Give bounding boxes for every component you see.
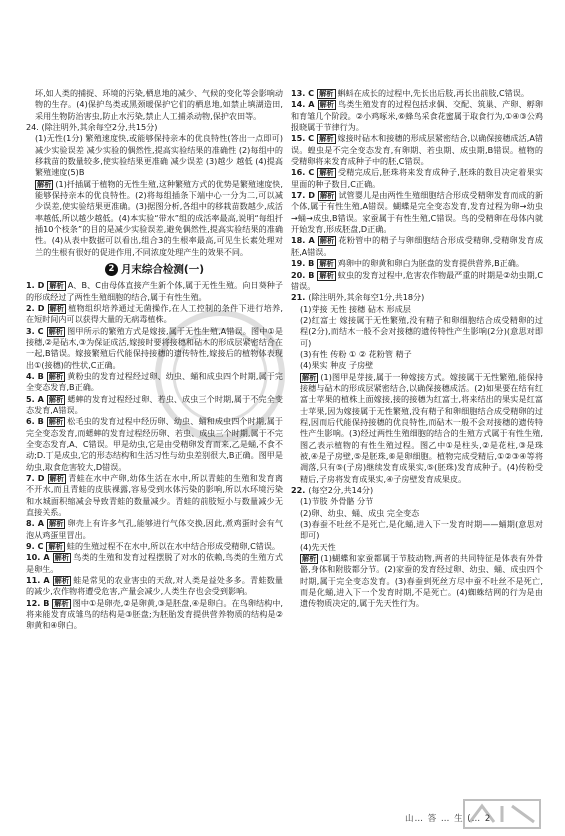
answer-paragraph [291,258,543,269]
analysis-tag: 解析 [54,553,70,563]
answer-paragraph [291,360,543,371]
answer-paragraph [26,518,283,541]
analysis-tag: 解析 [54,598,69,608]
answer-paragraph [26,122,283,133]
analysis-tag: 解析 [48,542,63,552]
answer-text: 花粉管中的精子与卵细胞结合形成受精卵,受精卵发育成胚,A错误。 [291,235,544,257]
analysis-tag: 解析 [49,474,64,483]
analysis-tag: 解析 [319,259,334,269]
answer-text: 鸟类生殖发育的过程包括求偶、交配、筑巢、产卵、孵卵和育雏几个阶段。②小鸡啄米,⑥蜂鸟采食花蜜属于取食行为,①④③公鸡报晓属于节律行为。 [291,99,543,133]
analysis-tag: 解析 [48,371,64,381]
section-heading [26,263,283,276]
answer-paragraph [291,292,543,303]
answer-text: (4)果实 种皮 子房壁 [300,360,374,371]
answer-text: 24. (除注明外,其余每空2分,共15分) [26,122,158,133]
analysis-tag: 解析 [49,281,64,291]
question-number: 14. A [291,99,315,110]
answer-paragraph [291,542,543,553]
analysis-tag: 解析 [54,576,70,586]
question-number: 16. C [291,167,315,178]
answer-text: (除注明外,其余每空1分,共18分) [308,292,425,303]
question-number: 18. A [291,235,315,246]
answer-text: 图甲所示的繁殖方式是嫁接,属于无性生殖,A错误。图中①是接穗,②是砧木,③为保证成活,嫁接时要将接穗和砧木的形成层紧密结合在一起,B错误。嫁接繁殖后代能保持接穗的遗传特性,嫁接后的植物体表现出①(接穗)的性状,C正确。 [26,325,283,370]
question-number: 11. A [26,575,50,586]
answer-paragraph [26,473,283,518]
question-number: 2. D [26,302,45,313]
answer-paragraph [291,519,543,542]
answer-paragraph [291,508,543,519]
answer-text: (2)卵、幼虫、蛹、成虫 完全变态 [300,507,420,518]
answer-paragraph [291,372,543,485]
question-number: 20. B [291,269,315,280]
question-number: 12. B [26,597,50,608]
answer-paragraph [26,179,283,258]
analysis-tag: 解析 [48,326,63,336]
answer-text: (1)蝴蝶和家蚕都属于节肢动物,两者的共同特征是体表有外骨骼,身体和附肢都分节。(2)家蚕的发育经过卵、幼虫、蛹、成虫四个时期,属于完全变态发育。(3)春蚕到死丝方尽中蚕不吐丝不是死亡,而是化蛹,进入下一个发育时期,不是死亡。(4)蜘蛛结网的行为是由遗传物质决定的,属于先天性行为。 [300,553,543,609]
answer-text: 试管婴儿是由两性生殖细胞结合形成受精卵发育而成的新个体,属于有性生殖,A错误。蝴蝶是完全变态发育,发育过程为卵→幼虫→蛹→成虫,B错误。家蚕属于有性生殖,C错误。鸟的受精卵在母体内就开始发育,形成胚盘,D正确。 [291,190,543,235]
answer-paragraph [291,133,543,167]
analysis-tag: 解析 [319,134,334,144]
answer-text: 青蛙在水中产卵,幼体生活在水中,所以青蛙的生殖和发育离不开水,而且青蛙的皮肤裸露,容易受到水体污染的影响,所以水环境污染和水城面积缩减会导致青蛙的数量减少。青蛙的前肢短小与数量减少无直接关系。 [26,473,283,518]
answer-paragraph [26,280,283,303]
answer-text: 蛙的生殖过程不在水中,所以在水中结合形成受精卵,C错误。 [66,541,281,552]
answer-text: 嫁接时砧木和接穗的形成层紧密结合,以确保接穗成活,A错误。蝗虫是不完全变态发育,有卵期、若虫期、成虫期,B错误。植物的受精卵将来发育成种子中的胚,C错误。 [291,133,543,167]
answer-text: A、B、C由母体直接产生新个体,属于无性生殖。向日葵种子的形成经过了两性生殖细胞的结合,属于有性生殖。 [26,280,283,302]
question-number: 10. A [26,552,50,563]
answer-text: 蚊虫的发育过程中,危害农作物最严重的时期是②幼虫期,C错误。 [291,269,543,291]
analysis-tag: 解析 [49,303,64,313]
analysis-tag: 解析 [319,236,335,246]
analysis-tag: 解析 [319,100,334,110]
question-number: 13. C [291,88,315,98]
answer-paragraph [26,552,283,575]
question-number: 17. D [291,190,315,201]
right-column [291,88,543,610]
answer-paragraph [291,270,543,293]
answer-text: (每空2分,共14分) [308,485,374,496]
question-number: 9. C [26,541,44,552]
answer-paragraph [26,88,283,122]
answer-text: 坏,如人类的捕捉、环境的污染,栖息地的减少、气候的变化等会影响动物的生存。(4)保护鸟类或黑颈暖保护它们的栖息地,如禁止填湖造田,采用生物防治害虫,防止水污染,禁止人工捕杀动物,保护农田等。 [35,88,283,121]
answer-text: (1)图甲是芽接,属于一种嫁接方式。嫁接属于无性繁殖,能保持接穗与砧木的形成层紧密结合,以确保接穗成活。(2)如果要在结有红富士苹果的植株上面嫁接,接的接穗为红富士,将来结出的果实是红富士苹果,因为嫁接属于无性繁殖,没有精子和卵细胞结合成受精卵的过程,因而后代能保持接穗的优良特性,而砧木一般不会对接穗的遗传特性产生影响。(3)经过两性生殖细胞的结合的生殖方式属于有性生殖,图乙表示植物的有性生殖过程。图乙中①是柱头,②是花柱,③是珠被,④是子房壁,⑤是胚珠,⑥是卵细胞。植物完成受精后,①②③④等将凋落,只有⑤(子房)继续发育成果实,⑤(胚珠)发育成种子。(4)传粉受精后,子房将发育成果实,④子房壁发育成果皮。 [300,371,543,484]
question-number: 5. A [26,393,44,404]
answer-paragraph [291,496,543,507]
answer-paragraph [26,133,283,178]
answer-text: (1)芽接 无性 接穗 砧木 形成层 [300,303,411,314]
answer-text: (2)红富士 嫁接属于无性繁殖,没有精子和卵细胞结合成受精卵的过程(2分),而结木一般不会对接穗的遗传特性产生影响(2分)(意思对即可) [300,314,543,348]
analysis-tag: 解析 [319,168,334,178]
answer-paragraph [291,190,543,235]
answer-text: 黄粉虫的发育过程经过卵、幼虫、蛹和成虫四个时期,属于完全变态发育,B正确。 [26,370,283,393]
seal-watermark-icon [140,305,300,455]
question-number: 22. [291,485,306,496]
answer-paragraph [26,598,283,632]
analysis-tag: 解析 [302,372,317,382]
answer-text: 鸡卵中的卵黄和卵白为胚盘的发育提供营养,B正确。 [337,258,524,269]
answer-paragraph [291,304,543,315]
question-number: 6. B [26,416,44,427]
page-footer: 山… 答 … 生 (… 2 [405,814,492,824]
answer-text: 蟋蟀的发育过程经过卵、若虫、成虫三个时期,属于不完全变态发育,A错误。 [26,393,283,415]
question-number: 1. D [26,280,45,291]
answer-text: 植物组织培养通过无菌操作,在人工控制的条件下进行培养,在短时间内可以获得大量的无病毒植株。 [26,302,283,325]
section-title: 月末综合检测(一) [120,263,205,276]
answer-text: (3)有性 传粉 ① ② 花粉管 精子 [300,348,412,359]
analysis-tag: 解析 [319,270,334,280]
answer-paragraph [291,485,543,496]
answer-paragraph [26,575,283,598]
answer-paragraph [291,88,543,99]
answer-text: (1)扦插属于植物的无性生殖,这种繁殖方式的优势是繁殖速度快,能够保持亲本的优良特性。(2)将每组插条下端中心一分为二,可以减少误差,使实验结果更准确。(3)据图分析,各组中的移栽苗数越少,成活率越低,所以越少越低。(4)本实验“带水”组的成活率最高,说明“每组扦插10个枝条”的目的是减少实验误差,避免偶然性,提高实验结果的准确性。(4)从表中数据可以看出,组合3的生根率最高,可见生长素处理对兰的生根有很好的促进作用,不同浓度处理产生的效果不同。 [35,178,283,257]
answer-paragraph [291,167,543,190]
answer-text: (3)春蚕不吐丝不是死亡,是化蛹,进入下一发育时期——蛹期(意思对即可) [300,519,543,541]
analysis-tag: 解析 [48,417,64,427]
question-number: 7. D [26,473,45,483]
analysis-tag: 解析 [319,191,335,201]
question-number: 4. B [26,370,44,381]
section-number-badge: 2 [105,263,118,276]
answer-text: 图中①是卵壳,②是卵黄,③是胚盘,④是卵白。在鸟卵结构中,将来能发育成雏鸟的结构是③胚盘;为胚胎发育提供营养物质的结构是②卵黄和④卵白。 [26,597,283,631]
answer-paragraph [26,541,283,552]
answer-text: 蝌蚪在成长的过程中,先长出后肢,再长出前肢,C错误。 [337,88,529,98]
answer-text: (1)节肢 外骨骼 分节 [300,496,374,507]
answer-text: (4)先天性 [300,541,336,552]
answer-text: 蛙是常见的农业害虫的天敌,对人类是益处多多。青蛙数量的减少,农作物将遭受危害,产量会减少,人类生存也会受到影响。 [26,575,284,597]
analysis-tag: 解析 [37,179,52,189]
answer-text: 受精完成后,胚珠将来发育成种子,胚珠的数目决定着果实里面的种子数目,C正确。 [291,167,543,189]
analysis-tag: 解析 [49,519,64,529]
answer-text: (1)无性(1分) 繁殖速度快,或能够保持亲本的优良特性(答出一点即可) 减少实验误差 减少实验的偶然性,提高实验结果的准确性 (2)每组中的移栽苗的数量较多,使实验结果更准确 减少误差 (3)越少 越低 (4)提高繁殖速度(5)B [35,133,283,178]
answer-paragraph [291,553,543,610]
question-number: 19. B [291,258,315,269]
question-number: 8. A [26,518,44,529]
answer-text: 鸟类的生殖和发育过程摆脱了对水的依赖,鸟类的生殖方式是卵生。 [26,552,284,574]
answer-paragraph [291,315,543,349]
answer-paragraph [291,349,543,360]
question-number: 15. C [291,133,315,144]
answer-paragraph [291,99,543,133]
answer-paragraph [291,235,543,258]
question-number: 21. [291,292,306,303]
analysis-tag: 解析 [319,89,334,98]
analysis-tag: 解析 [302,554,317,564]
analysis-tag: 解析 [48,394,64,404]
answer-text: 松毛虫的发育过程中经历卵、幼虫、蛹和成虫四个时期,属于完全变态发育,而蟋蟀的发育过程经历卵、若虫、成虫三个时期,属于不完全变态发育,A、C错误。甲是幼虫,它是由受精卵发育而来,乙是蛹,不食不动;D.丁是成虫,它的形态结构和生活习性与幼虫差别很大,B正确。图甲是幼虫,取食危害较大,D错误。 [26,416,283,472]
question-number: 3. C [26,325,44,336]
answer-text: 卵壳上有许多气孔,能够进行气体交换,因此,煮鸡蛋时会有气泡从鸡蛋里冒出。 [26,518,283,540]
